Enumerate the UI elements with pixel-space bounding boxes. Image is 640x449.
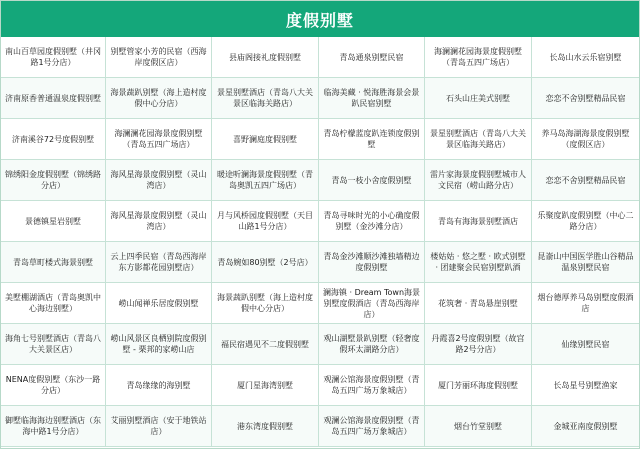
table-cell: 乐聚度趴度假别墅（中心二路分店） xyxy=(532,201,639,242)
table-cell: 海角七号别墅酒店（青岛八大关景区店） xyxy=(1,324,106,365)
table-cell: 观澜公馆海景度假别墅（青岛五四广场万象城店） xyxy=(319,406,425,447)
table-cell: 南山百草园度假别墅（井冈路1号分店） xyxy=(1,37,106,78)
table-cell: 青岛金沙滩顺沙滩独墙精边度假别墅 xyxy=(319,242,425,283)
table-cell: 烟台竹堂别墅 xyxy=(425,406,532,447)
table-cell: 海景蔬趴别墅（海上造村度假中心分店） xyxy=(212,283,319,324)
table-cell: 澜海镇 · Dream Town海景别墅度假酒店（青岛西海岸店） xyxy=(319,283,425,324)
table-cell: 海澜澜花园海景度假别墅（青岛五四广场店） xyxy=(106,119,212,160)
table-cell: 青岛柠檬蓝度趴连锁度假别墅 xyxy=(319,119,425,160)
table-cell: 楼姑姑 · 悠之墅 · 欧式别墅 · 团建聚会民宿别墅趴酒 xyxy=(425,242,532,283)
table-cell: 喜野澜庭度假别墅 xyxy=(212,119,319,160)
table-cell: 海景蔬趴别墅（海上造村度假中心分店） xyxy=(106,78,212,119)
table-cell: NENA度假别墅（东沙一路分店） xyxy=(1,365,106,406)
table-cell: 县庙阁接礼度假别墅 xyxy=(212,37,319,78)
table-cell: 厦门星海湾别墅 xyxy=(212,365,319,406)
table-cell: 观山湖墅景趴别墅（轻奢度假环太湖路分店） xyxy=(319,324,425,365)
villa-grid xyxy=(1,37,639,447)
table-cell: 云上四季民宿（青岛西海岸东方影都花园别墅店） xyxy=(106,242,212,283)
table-cell: 养马岛海湖海景度假别墅（度假区店） xyxy=(532,119,639,160)
table-cell: 青岛一枝小舍度假别墅 xyxy=(319,160,425,201)
table-cell: 青岛缘缘的海别墅 xyxy=(106,365,212,406)
table-cell: 长岛星号别墅渔家 xyxy=(532,365,639,406)
table-cell: 昆嵛山中国医学胜山谷精品温泉别墅民宿 xyxy=(532,242,639,283)
table-cell: 港东湾度假别墅 xyxy=(212,406,319,447)
table-cell: 临海美藏 · 悦海胜海景会景趴民宿别墅 xyxy=(319,78,425,119)
table-cell: 长岛山水云乐宿别墅 xyxy=(532,37,639,78)
table-cell: 青岛草町楼式海景别墅 xyxy=(1,242,106,283)
table-cell: 月与风桥园度假别墅（天目山路1号分店） xyxy=(212,201,319,242)
table-cell: 厦门芳丽环海度假别墅 xyxy=(425,365,532,406)
table-cell: 艾丽别墅酒店（安于地铁站店） xyxy=(106,406,212,447)
table-cell: 金城亚南度假别墅 xyxy=(532,406,639,447)
table-cell: 济南溪谷72号度假别墅 xyxy=(1,119,106,160)
table-cell: 恋恋不舍别墅精品民宿 xyxy=(532,160,639,201)
table-cell: 崂山风景区良栖别院度假别墅 - 栗邦的家崂山店 xyxy=(106,324,212,365)
table-cell: 青岛有海海景别墅酒店 xyxy=(425,201,532,242)
table-cell: 仙缘别墅民宿 xyxy=(532,324,639,365)
table-cell: 恋恋不舍别墅精品民宿 xyxy=(532,78,639,119)
table-cell: 青岛寻味时光的小心确度假别墅（金沙滩分店） xyxy=(319,201,425,242)
table-cell: 雷片家海景度假别墅城市人文民宿（崂山路分店） xyxy=(425,160,532,201)
table-cell: 景德镇星岩别墅 xyxy=(1,201,106,242)
table-cell: 青岛婉如80别墅（2号店） xyxy=(212,242,319,283)
table-cell: 景星别墅酒店（青岛八大关景区临海关路店） xyxy=(425,119,532,160)
table-cell: 暖途听澜海景度假别墅（青岛奥凯五四广场店） xyxy=(212,160,319,201)
table-cell: 观澜公馆海景度假别墅（青岛五四广场万象城店） xyxy=(319,365,425,406)
table-cell: 石头山庄美式别墅 xyxy=(425,78,532,119)
table-cell: 青岛通泉别墅民宿 xyxy=(319,37,425,78)
table-cell: 海澜澜花园海景度假别墅（青岛五四广场店） xyxy=(425,37,532,78)
title-bar xyxy=(1,1,639,37)
table-cell: 烟台德厚养马岛别墅度假酒店 xyxy=(532,283,639,324)
table-cell: 福民宿遇见不二度假别墅 xyxy=(212,324,319,365)
table-cell: 海风星海景度假别墅（灵山湾店） xyxy=(106,201,212,242)
table-cell: 海风星海景度假别墅（灵山湾店） xyxy=(106,160,212,201)
table-cell: 丹霞喜2号度假别墅（故宫路2号分店） xyxy=(425,324,532,365)
table-cell: 景星别墅酒店（青岛八大关景区临海关路店） xyxy=(212,78,319,119)
table-title: 度假别墅 xyxy=(285,10,354,30)
table-cell: 美墅棚湖酒店（青岛奥凯中心海边别墅） xyxy=(1,283,106,324)
table-cell: 别墅管家小芳的民宿（西海岸度假区店） xyxy=(106,37,212,78)
table-cell: 御墅临海海边别墅酒店（东海中路1号分店） xyxy=(1,406,106,447)
table-cell: 花筑奢 · 青岛悬崖别墅 xyxy=(425,283,532,324)
table-cell: 崂山闻禅乐居度假别墅 xyxy=(106,283,212,324)
table-cell: 济南原香普通温泉度假别墅 xyxy=(1,78,106,119)
table-cell: 锦绣阳金度假别墅（锦绣路分店） xyxy=(1,160,106,201)
